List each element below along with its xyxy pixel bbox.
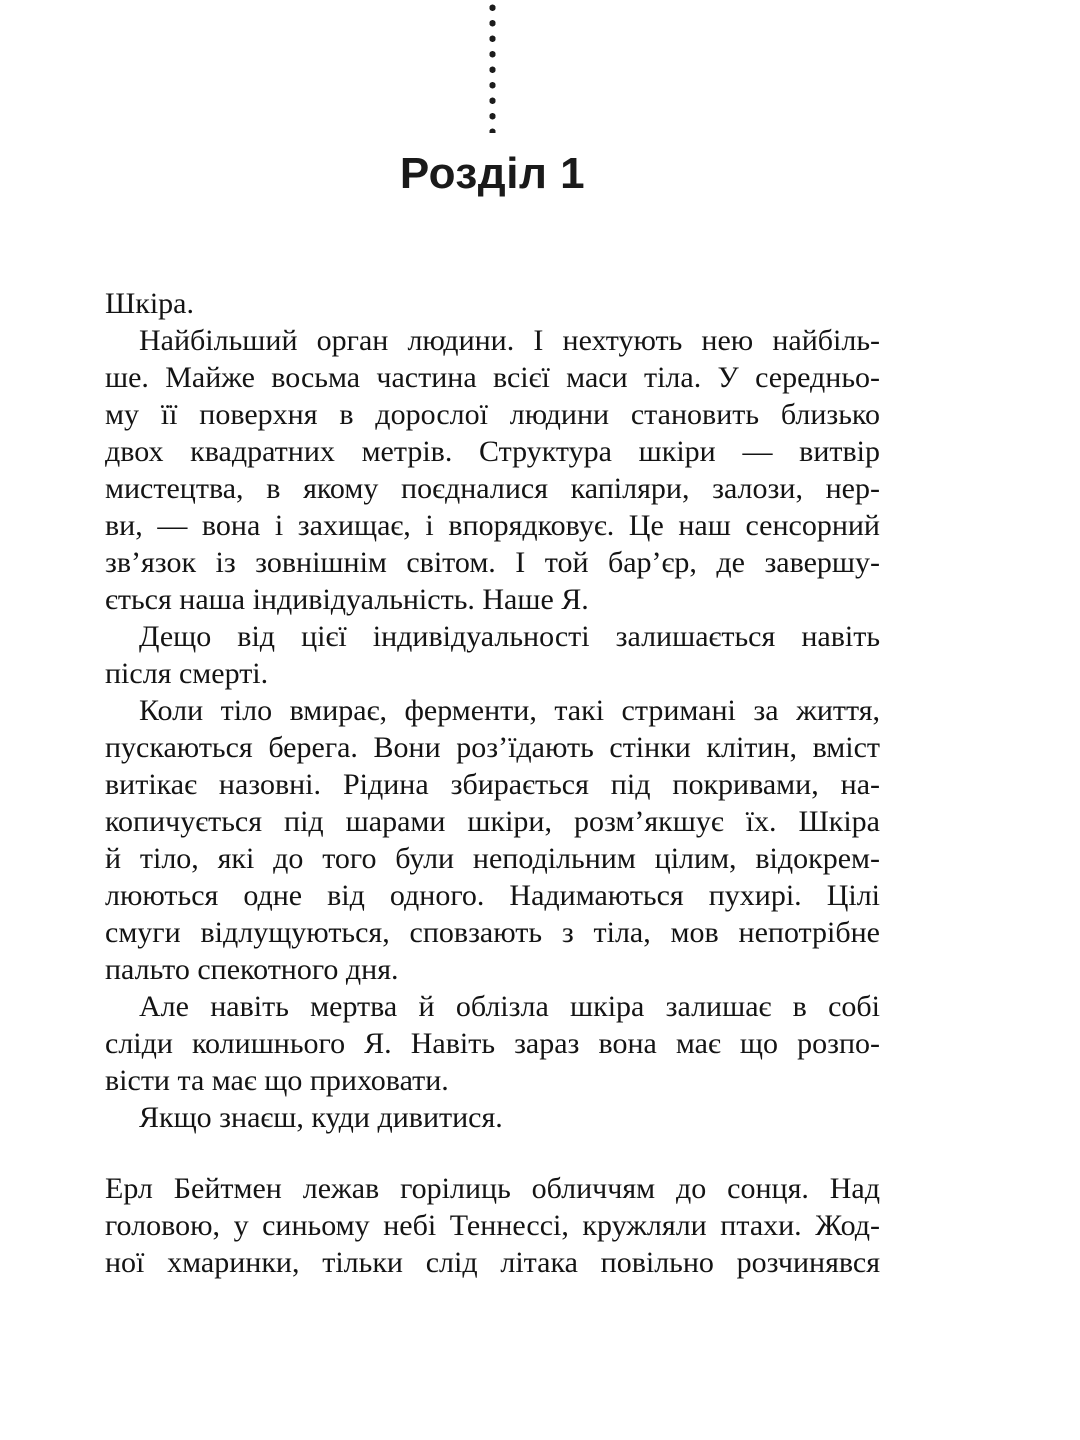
dotted-line-ornament-icon: [489, 0, 496, 133]
text-line: вісти та має що приховати.: [105, 1064, 449, 1097]
text-line: мистецтва, в якому поєдналися капіляри, залози, нер-: [105, 472, 880, 505]
text-line: головою, у синьому небі Теннессі, кружляли птахи. Жод-: [105, 1209, 880, 1242]
paragraph: [105, 692, 880, 988]
paragraph: [105, 988, 880, 1099]
text-line: пускаються берега. Вони роз’їдають стінки клітин, вміст: [105, 731, 880, 764]
paragraph: [105, 1170, 880, 1281]
text-line: Найбільший орган людини. І нехтують нею найбіль-: [139, 324, 880, 357]
text-line: витікає назовні. Рідина збирається під покривами, на-: [105, 768, 880, 801]
text-line: Ерл Бейтмен лежав горілиць обличчям до сонця. Над: [105, 1172, 880, 1205]
paragraph: [105, 285, 880, 322]
text-line: сліди колишнього Я. Навіть зараз вона має що розпо-: [105, 1027, 880, 1060]
text-line: копичується під шарами шкіри, розм’якшує їх. Шкіра: [105, 805, 880, 838]
text-section: [105, 1170, 880, 1281]
text-line: смуги відлущуються, сповзають з тіла, мов непотрібне: [105, 916, 880, 949]
text-line: Якщо знаєш, куди дивитися.: [139, 1101, 503, 1134]
text-line: двох квадратних метрів. Структура шкіри — витвір: [105, 435, 880, 468]
text-line: Шкіра.: [105, 287, 194, 320]
text-line: пальто спекотного дня.: [105, 953, 399, 986]
text-line: ної хмаринки, тільки слід літака повільно розчинявся: [105, 1246, 880, 1279]
text-line: Але навіть мертва й облізла шкіра залишає в собі: [139, 990, 880, 1023]
paragraph: [105, 618, 880, 692]
paragraph: [105, 322, 880, 618]
text-line: після смерті.: [105, 657, 269, 690]
text-line: ше. Майже восьма частина всієї маси тіла. У середньо-: [105, 361, 880, 394]
text-line: й тіло, які до того були неподільним цілим, відокрем-: [105, 842, 880, 875]
text-line: ви, — вона і захищає, і впорядковує. Це наш сенсорний: [105, 509, 880, 542]
chapter-heading: Розділ 1: [399, 149, 586, 198]
body-text: [105, 285, 880, 1281]
paragraph: [105, 1099, 880, 1136]
book-page: [105, 0, 880, 1440]
text-line: Дещо від цієї індивідуальності залишається навіть: [139, 620, 880, 653]
text-line: ється наша індивідуальність. Наше Я.: [105, 583, 589, 616]
text-line: люються одне від одного. Надимаються пухирі. Цілі: [105, 879, 880, 912]
text-line: Коли тіло вмирає, ферменти, такі стримані за життя,: [139, 694, 880, 727]
text-line: зв’язок із зовнішнім світом. І той бар’єр, де завершу-: [105, 546, 880, 579]
text-section: [105, 285, 880, 1136]
text-line: му її поверхня в дорослої людини становить близько: [105, 398, 880, 431]
